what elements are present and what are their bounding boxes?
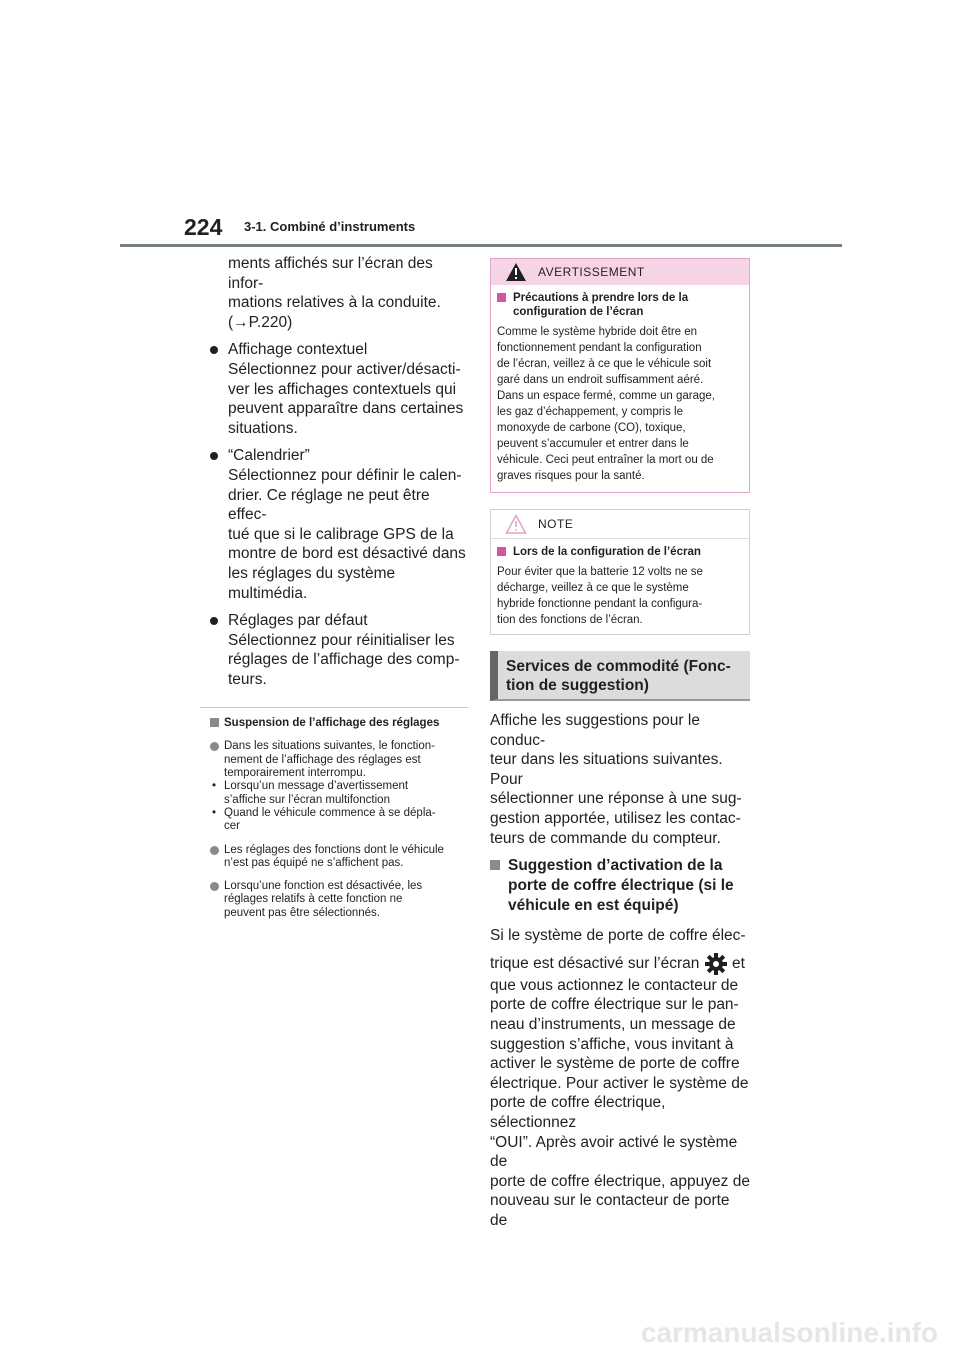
bullet-line: ver les affichages contextuels qui [228,380,457,398]
bullet-line: montre de bord est désactivé dans [228,545,466,563]
right-column [490,258,750,1230]
text-line: Pour éviter que la batterie 12 volts ne se [497,566,703,578]
body-line: porte de coffre électrique, sélectionnez [490,1094,666,1131]
header-rule [120,244,842,247]
warning-triangle-icon [505,262,527,282]
bullet-title: Réglages par défaut [228,612,368,630]
item-line: s’affiche sur l’écran multifonction [224,793,390,806]
text-line: Comme le système hybride doit être en [497,326,698,338]
title-line: Lors de la configuration de l’écran [513,546,701,558]
body-line: porte de coffre électrique sur le pan- [490,996,739,1014]
text-line: monoxyde de carbone (CO), toxique, [497,422,686,434]
note-label: NOTE [538,517,574,531]
bullet-title: Affichage contextuel [228,341,368,359]
bullet-line: peuvent apparaître dans certaines [228,400,464,418]
bullet-line: Sélectionnez pour définir le calen- [228,466,462,484]
body-line: “OUI”. Après avoir activé le système de [490,1133,738,1171]
heading-line: Services de commodité (Fonc- [506,658,731,675]
square-marker-icon [210,718,219,727]
item-line: nement de l’affichage des réglages est [224,753,421,766]
warning-box [490,258,750,493]
sub-bullet [210,807,468,834]
bullet-line: réglages de l’affichage des comp- [228,651,460,669]
note-text [497,564,743,628]
bullet-line: situations. [228,419,298,437]
item-line: peuvent pas être sélectionnés. [224,906,380,919]
suspension-heading [210,716,468,730]
item-line: réglages relatifs à cette fonction ne [224,893,403,906]
section-title: 3-1. Combiné d’instruments [244,219,416,234]
text-line: graves risques pour la santé. [497,470,645,482]
intro-line: ments affichés sur l’écran des infor- [228,255,433,292]
body-line: suggestion s’affiche, vous invitant à [490,1035,734,1053]
intro-paragraph [210,254,468,332]
item-line: temporairement interrompu. [224,767,366,780]
bullet-calendar [210,446,468,603]
bullet-line: les réglages du système multimédia. [228,564,396,602]
para-line: gestion apportée, utilisez les contac- [490,809,741,827]
text-line: décharge, veillez à ce que le système [497,582,689,594]
text-line: hybride fonctionne pendant la configura- [497,598,703,610]
title-line: configuration de l’écran [513,306,644,318]
text-line: les gaz d’échappement, y compris le [497,406,684,418]
body-line: Si le système de porte de coffre élec- [490,927,746,945]
sub-bullet [210,780,468,807]
caution-triangle-icon [505,514,527,534]
sub-bullet-marker: • [212,780,217,793]
body-line: porte de coffre électrique, appuyez de [490,1172,750,1190]
power-door-body [490,926,750,1230]
warning-header [491,259,749,285]
services-heading [490,651,750,701]
body-line-with-icon [490,952,750,976]
item-line: Lorsqu’une fonction est désactivée, les [224,880,423,893]
item-line: Les réglages des fonctions dont le véhicule [224,843,444,856]
item-line: cer [224,820,240,833]
services-paragraph [490,711,750,848]
heading-line: tion de suggestion) [506,677,649,694]
item-line: n’est pas équipé ne s’affichent pas. [224,856,404,869]
page-number: 224 [184,214,223,240]
bullet-line: teurs. [228,670,267,688]
body-line: que vous actionnez le contacteur de [490,976,739,994]
text-line: tion des fonctions de l’écran. [497,614,643,626]
subheading-line: porte de coffre électrique (si le [508,877,734,895]
warning-title [497,291,743,319]
power-door-subheading [490,856,750,916]
intro-line: mations relatives à la conduite. [228,294,441,312]
title-line: Précautions à prendre lors de la [513,292,689,304]
suspension-title: Suspension de l’affichage des réglages [224,717,440,730]
suspension-item [210,880,468,920]
square-marker-icon [497,547,506,556]
bullet-line: tué que si le calibrage GPS de la [228,525,454,543]
bullet-line: drier. Ce réglage ne peut être effec- [228,486,430,524]
bullet-default-settings [210,611,468,689]
text-line: de l’écran, veillez à ce que le véhicule soit [497,358,712,370]
warning-body [491,285,749,492]
watermark-text: carmanualsonline.info [640,1317,938,1348]
text-line: véhicule. Ceci peut entraîner la mort ou de [497,454,714,466]
body-text: trique est désactivé sur l’écran [490,954,700,972]
note-header [491,510,749,539]
page-reference-link[interactable]: (→P.220) [228,313,293,331]
circle-marker-icon [210,882,219,891]
square-marker-icon [490,860,500,870]
item-line: Lorsqu’un message d’avertissement [224,780,409,793]
body-text: et [731,954,745,972]
para-line: teur dans les situations suivantes. Pour [490,751,723,788]
note-box [490,509,750,635]
para-line: teurs de commande du compteur. [490,829,721,847]
circle-marker-icon [210,742,219,751]
gear-icon [704,952,728,976]
left-column [210,254,468,920]
bullet-line: Sélectionnez pour activer/désacti- [228,360,461,378]
suspension-item [210,740,468,780]
text-line: Dans un espace fermé, comme un garage, [497,390,715,402]
text-line: garé dans un endroit suffisamment aéré. [497,374,704,386]
para-line: Affiche les suggestions pour le conduc- [490,712,700,749]
bullet-title: “Calendrier” [228,447,310,465]
bullet-contextual-display [210,340,468,438]
item-line: Dans les situations suivantes, le fonction- [224,740,435,753]
para-line: sélectionner une réponse à une sug- [490,790,742,808]
subheading-line: véhicule en est équipé) [508,897,679,915]
text-line: peuvent s’accumuler et entrer dans le [497,438,689,450]
bullet-dot-icon [210,346,218,354]
text-line: fonctionnement pendant la configuration [497,342,702,354]
divider [200,707,468,708]
warning-label: AVERTISSEMENT [538,265,645,279]
bullet-line: Sélectionnez pour réinitialiser les [228,631,455,649]
item-line: Quand le véhicule commence à se dépla- [224,806,436,819]
body-line: neau d’instruments, un message de [490,1015,736,1033]
warning-text [497,324,743,484]
bullet-dot-icon [210,617,218,625]
bullet-dot-icon [210,452,218,460]
square-marker-icon [497,293,506,302]
body-line: nouveau sur le contacteur de porte de [490,1192,730,1229]
subheading-line: Suggestion d’activation de la [508,857,723,875]
watermark-logo [580,1312,940,1352]
note-body [491,539,749,634]
body-line: activer le système de porte de coffre [490,1055,740,1073]
circle-marker-icon [210,846,219,855]
suspension-item [210,844,468,871]
sub-bullet-marker: • [212,806,217,819]
note-title [497,545,743,559]
body-line: électrique. Pour activer le système de [490,1074,749,1092]
